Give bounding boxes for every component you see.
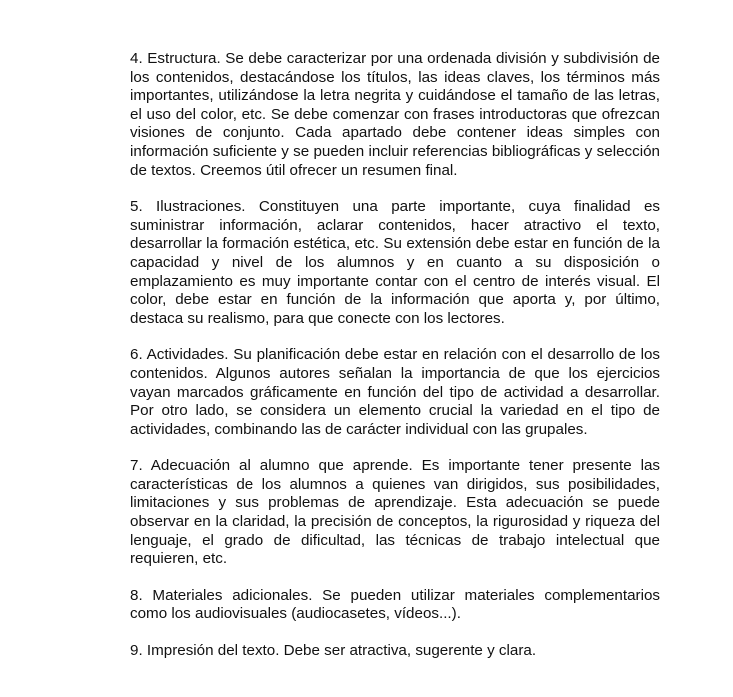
paragraph-actividades: 6. Actividades. Su planificación debe estar en relación con el desarrollo de los contenidos. Algunos autores señalan la importancia de que los ejercicios vayan marcados gráficamente en función del tipo de actividad a desarrollar. Por otro lado, se considera un elemento crucial la variedad en el tipo de actividades, combinando las de carácter individual con las grupales. — [130, 346, 660, 438]
paragraph-adecuacion: 7. Adecuación al alumno que aprende. Es importante tener presente las características de los alumnos a quienes van dirigidos, sus posibilidades, limitaciones y sus problemas de aprendizaje. Esta adecuación se puede observar en la claridad, la precisión de conceptos, la rigurosidad y riqueza del lenguaje, el grado de dificultad, las técnicas de trabajo intelectual que requieren, etc. — [130, 457, 660, 568]
paragraph-impresion: 9. Impresión del texto. Debe ser atractiva, sugerente y clara. — [130, 642, 537, 660]
paragraph-estructura: 4. Estructura. Se debe caracterizar por una ordenada división y subdivisión de los contenidos, destacándose los títulos, las ideas claves, los términos más importantes, utilizándose la letra negrita y cuidándose el tamaño de las letras, el uso del color, etc. Se debe comenzar con frases introductoras que ofrezcan visiones de conjunto. Cada apartado debe contener ideas simples con información suficiente y se pueden incluir referencias bibliográficas y selección de textos. Creemos útil ofrecer un resumen final. — [130, 50, 660, 179]
paragraph-materiales: 8. Materiales adicionales. Se pueden utilizar materiales complementarios como los audiovisuales (audiocasetes, vídeos...). — [130, 586, 660, 623]
body-text — [130, 50, 660, 661]
paragraph-ilustraciones: 5. Ilustraciones. Constituyen una parte importante, cuya finalidad es suministrar información, aclarar contenidos, hacer atractivo el texto, desarrollar la formación estética, etc. Su extensión debe estar en función de la capacidad y nivel de los alumnos y en cuanto a su disposición o emplazamiento es muy importante contar con el centro de interés visual. El color, debe estar en función de la información que aporta y, por último, destaca su realismo, para que conecte con los lectores. — [130, 198, 660, 327]
